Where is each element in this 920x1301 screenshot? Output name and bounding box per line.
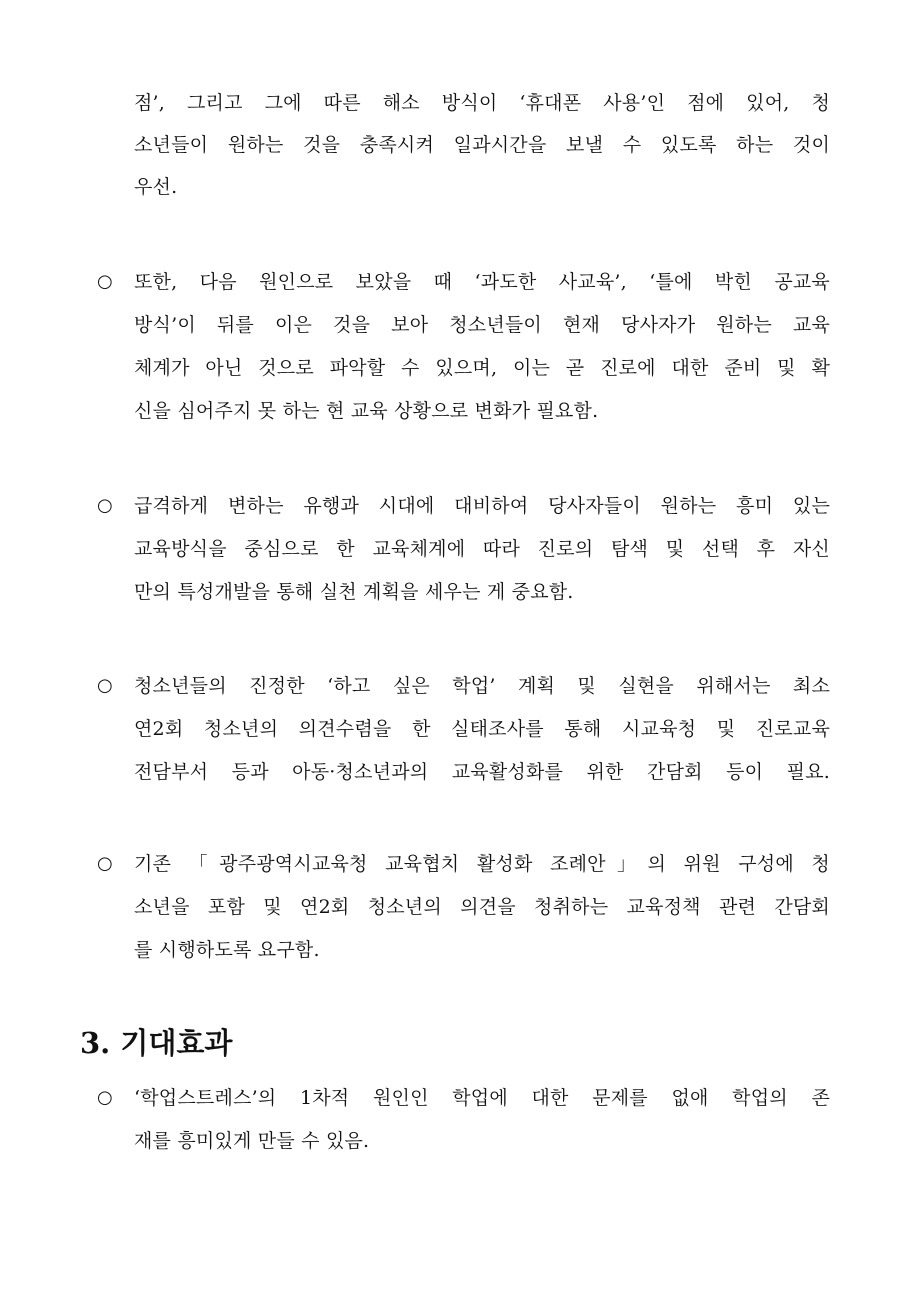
- paragraph-line: 점’, 그리고 그에 따른 해소 방식이 ‘휴대폰 사용’인 점에 있어, 청: [134, 92, 830, 114]
- paragraph-line: 방식’이 뒤를 이은 것을 보아 청소년들이 현재 당사자가 원하는 교육: [134, 314, 830, 336]
- paragraph-line: 소년을 포함 및 연2회 청소년의 의견을 청취하는 교육정책 관련 간담회: [134, 896, 830, 918]
- circle-bullet-icon: ○: [97, 271, 113, 292]
- paragraph-line: 연2회 청소년의 의견수렴을 한 실태조사를 통해 시교육청 및 진로교육: [134, 718, 830, 740]
- paragraph-line: 체계가 아닌 것으로 파악할 수 있으며, 이는 곧 진로에 대한 준비 및 확: [134, 357, 830, 379]
- circle-bullet-icon: ○: [97, 1087, 113, 1108]
- paragraph-line: 재를 흥미있게 만들 수 있음.: [134, 1130, 370, 1152]
- paragraph-line: 청소년들의 진정한 ‘하고 싶은 학업’ 계획 및 실현을 위해서는 최소: [134, 675, 830, 697]
- paragraph-line: 를 시행하도록 요구함.: [134, 939, 320, 961]
- circle-bullet-icon: ○: [97, 495, 113, 516]
- paragraph-line: ‘학업스트레스’의 1차적 원인인 학업에 대한 문제를 없애 학업의 존: [134, 1087, 830, 1109]
- paragraph-line: 소년들이 원하는 것을 충족시켜 일과시간을 보낼 수 있도록 하는 것이: [134, 134, 830, 156]
- paragraph-line: 신을 심어주지 못 하는 현 교육 상황으로 변화가 필요함.: [134, 400, 599, 422]
- paragraph-line: 기존 「광주광역시교육청 교육협치 활성화 조례안」의 위원 구성에 청: [134, 853, 830, 875]
- paragraph-line: 만의 특성개발을 통해 실천 계획을 세우는 게 중요함.: [134, 581, 574, 603]
- paragraph-line: 교육방식을 중심으로 한 교육체계에 따라 진로의 탐색 및 선택 후 자신: [134, 538, 830, 560]
- paragraph-line: 또한, 다음 원인으로 보았을 때 ‘과도한 사교육’, ‘틀에 박힌 공교육: [134, 271, 830, 293]
- paragraph-line: 급격하게 변하는 유행과 시대에 대비하여 당사자들이 원하는 흥미 있는: [134, 495, 830, 517]
- paragraph-line: 우선.: [134, 176, 178, 198]
- paragraph-line: 전담부서 등과 아동·청소년과의 교육활성화를 위한 간담회 등이 필요.: [134, 761, 830, 783]
- circle-bullet-icon: ○: [97, 675, 113, 696]
- circle-bullet-icon: ○: [97, 853, 113, 874]
- section-heading: 3. 기대효과: [80, 1026, 233, 1060]
